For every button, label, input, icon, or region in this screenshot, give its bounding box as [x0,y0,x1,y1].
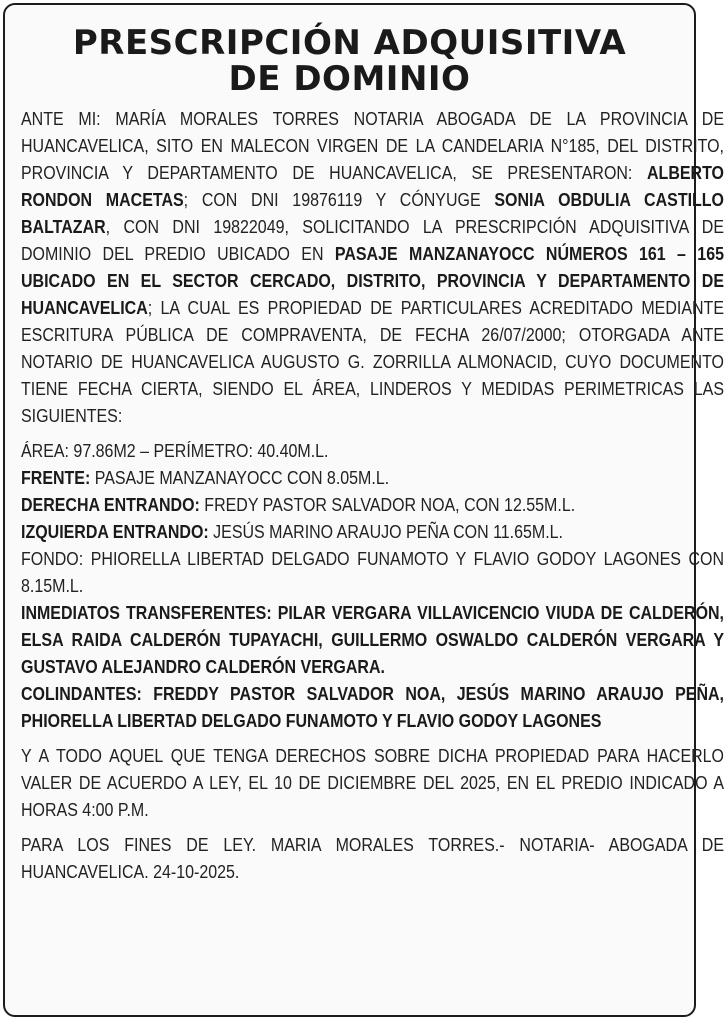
intro-paragraph [21,105,724,429]
izquierda-line [21,518,724,545]
notice-body [21,105,724,893]
intro-text-2: ; CON DNI 19876119 Y CÓNYUGE [183,189,495,210]
property-location: PASAJE MANZANAYOCC NÚMEROS 161 – 165 UBICADO EN EL SECTOR CERCADO, DISTRITO, PROVINCIA Y DEPARTAMENTO DE HUANCAVELICA [21,243,724,318]
title-line-1: PRESCRIPCIÓN ADQUISITIVA [72,23,627,63]
intro-text-1: ANTE MI: MARÍA MORALES TORRES NOTARIA ABOGADA DE LA PROVINCIA DE HUANCAVELICA, SITO EN MALECON VIRGEN DE LA CANDELARIA N°185, DEL DISTRITO, PROVINCIA Y DEPARTAMENTO DE HUANCAVELICA, SE PRESENTARON: [21,108,724,183]
colindantes: COLINDANTES: FREDDY PASTOR SALVADOR NOA, JESÚS MARINO ARAUJO PEÑA, PHIORELLA LIBERTAD DELGADO FUNAMOTO Y FLAVIO GODOY LAGONES [21,683,724,731]
notice-title [15,25,684,97]
fondo-line: FONDO: PHIORELLA LIBERTAD DELGADO FUNAMOTO Y FLAVIO GODOY LAGONES CON 8.15M.L. [21,548,724,596]
frente-value: PASAJE MANZANAYOCC CON 8.05M.L. [90,467,390,488]
closing-paragraph-1: Y A TODO AQUEL QUE TENGA DERECHOS SOBRE DICHA PROPIEDAD PARA HACERLO VALER DE ACUERDO A LEY, EL 10 DE DICIEMBRE DEL 2025, EN EL PREDIO INDICADO A HORAS 4:00 P.M. [21,745,724,820]
derecha-label: DERECHA ENTRANDO: [21,494,200,515]
izquierda-value: JESÚS MARINO ARAUJO PEÑA CON 11.65M.L. [208,521,564,542]
applicant-name: ALBERTO RONDON MACETAS [21,162,724,210]
intro-text-4: ; LA CUAL ES PROPIEDAD DE PARTICULARES ACREDITADO MEDIANTE ESCRITURA PÚBLICA DE COMPRAVENTA, DE FECHA 26/07/2000; OTORGADA ANTE NOTARIO DE HUANCAVELICA AUGUSTO G. ZORRILLA ALMONACID, CUYO DOCUMENTO TIENE FECHA CIERTA, SIENDO EL ÁREA, LINDEROS Y MEDIDAS PERIMETRICAS LAS SIGUIENTES: [21,297,724,426]
frente-label: FRENTE: [21,467,91,488]
derecha-line [21,491,724,518]
intro-text-3: , CON DNI 19822049, SOLICITANDO LA PRESCRIPCIÓN ADQUISITIVA DE DOMINIO DEL PREDIO UBICADO EN [21,216,724,264]
title-line-2: DE DOMINIO [228,59,471,99]
izquierda-label: IZQUIERDA ENTRANDO: [21,521,209,542]
measures-block [21,437,724,734]
inmediatos-transferentes: INMEDIATOS TRANSFERENTES: PILAR VERGARA VILLAVICENCIO VIUDA DE CALDERÓN, ELSA RAIDA CALDERÓN TUPAYACHI, GUILLERMO OSWALDO CALDERÓN VERGARA Y GUSTAVO ALEJANDRO CALDERÓN VERGARA. [21,602,724,677]
closing-paragraph-2: PARA LOS FINES DE LEY. MARIA MORALES TORRES.- NOTARIA- ABOGADA DE HUANCAVELICA. 24-10-2025. [21,834,724,882]
frente-line [21,464,724,491]
spouse-name: SONIA OBDULIA CASTILLO BALTAZAR [21,189,724,237]
area-line: ÁREA: 97.86M2 – PERÍMETRO: 40.40M.L. [21,440,329,461]
derecha-value: FREDY PASTOR SALVADOR NOA, CON 12.55M.L. [199,494,576,515]
